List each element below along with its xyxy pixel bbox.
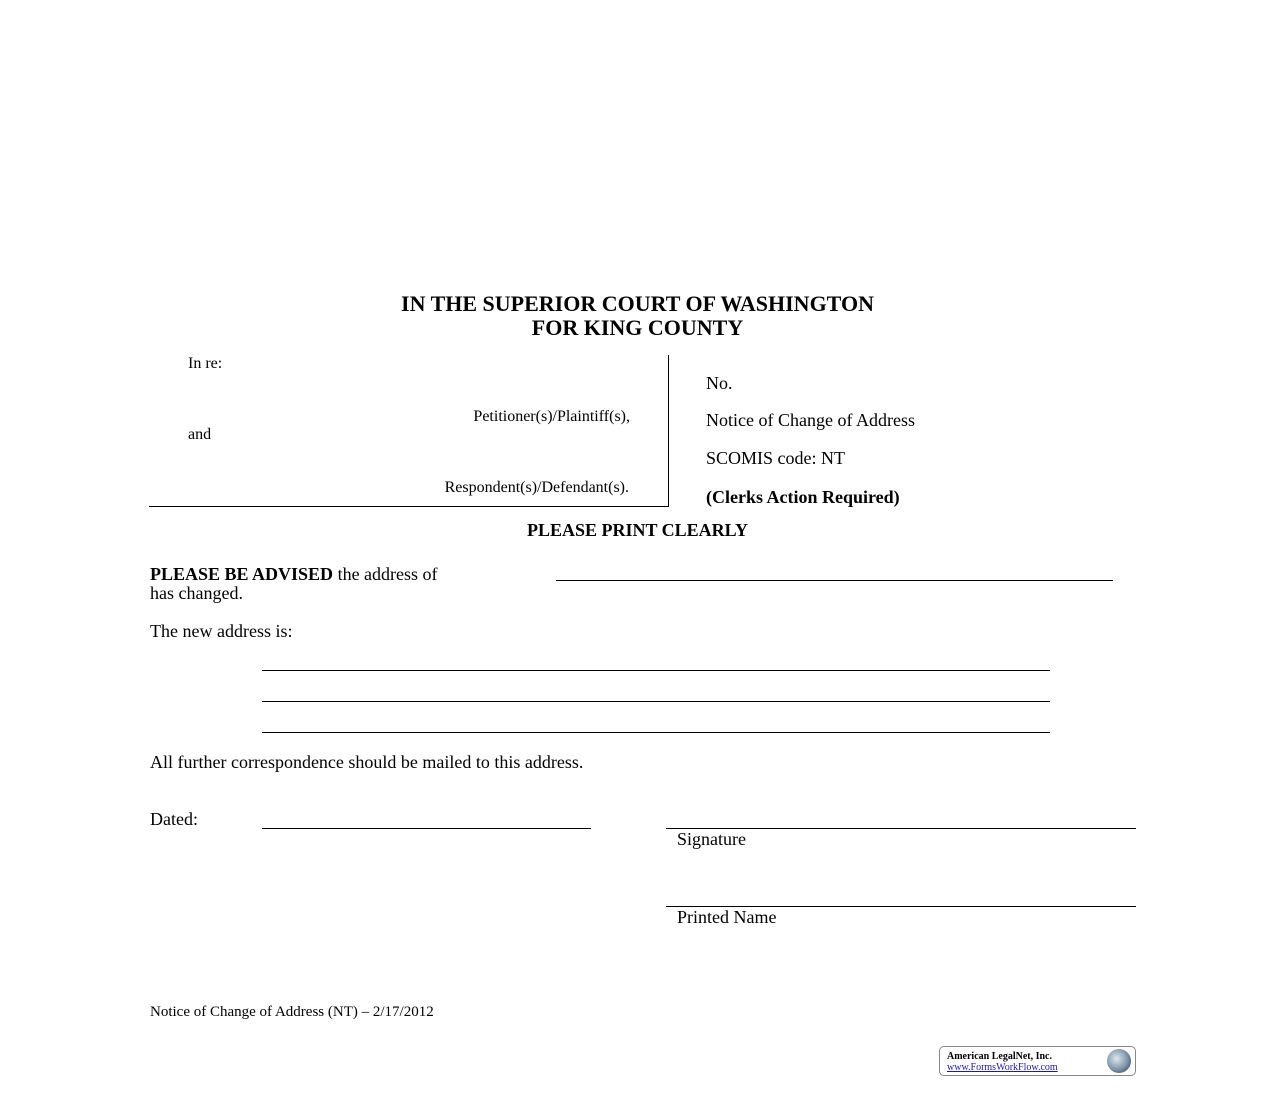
scomis-code: SCOMIS code: NT	[706, 448, 845, 468]
has-changed-text: has changed.	[150, 583, 243, 603]
advised-rest: the address of	[333, 564, 438, 584]
print-clearly-heading: PLEASE PRINT CLEARLY	[526, 520, 749, 540]
address-line-1[interactable]	[262, 670, 1050, 671]
petitioner-label: Petitioner(s)/Plaintiff(s),	[473, 408, 630, 425]
address-line-3[interactable]	[262, 732, 1050, 733]
name-blank-line[interactable]	[556, 580, 1113, 581]
respondent-label: Respondent(s)/Defendant(s).	[444, 479, 629, 496]
date-line[interactable]	[262, 828, 591, 829]
advised-bold: PLEASE BE ADVISED	[150, 564, 334, 584]
dated-label: Dated:	[150, 809, 198, 829]
case-number-label: No.	[706, 373, 733, 393]
footer-form-id: Notice of Change of Address (NT) – 2/17/2012	[150, 1004, 434, 1020]
caption-bottom-rule	[149, 506, 669, 507]
advised-sentence	[150, 565, 438, 583]
caption-divider	[668, 355, 669, 507]
american-legalnet-logo[interactable]	[939, 1046, 1136, 1076]
clerks-action-note: (Clerks Action Required)	[706, 487, 900, 507]
address-line-2[interactable]	[262, 701, 1050, 702]
globe-icon	[1107, 1049, 1131, 1073]
logo-url-link[interactable]: www.FormsWorkFlow.com	[947, 1062, 1058, 1073]
court-title: IN THE SUPERIOR COURT OF WASHINGTON	[401, 291, 874, 316]
in-re-label: In re:	[188, 355, 223, 372]
county-title: FOR KING COUNTY	[531, 315, 744, 340]
and-label: and	[188, 426, 212, 443]
document-title: Notice of Change of Address	[706, 410, 915, 430]
new-address-label: The new address is:	[150, 621, 293, 641]
logo-company-name: American LegalNet, Inc.	[947, 1051, 1052, 1062]
signature-label: Signature	[677, 829, 746, 849]
printed-name-label: Printed Name	[677, 907, 777, 927]
correspondence-text: All further correspondence should be mailed to this address.	[150, 752, 584, 772]
